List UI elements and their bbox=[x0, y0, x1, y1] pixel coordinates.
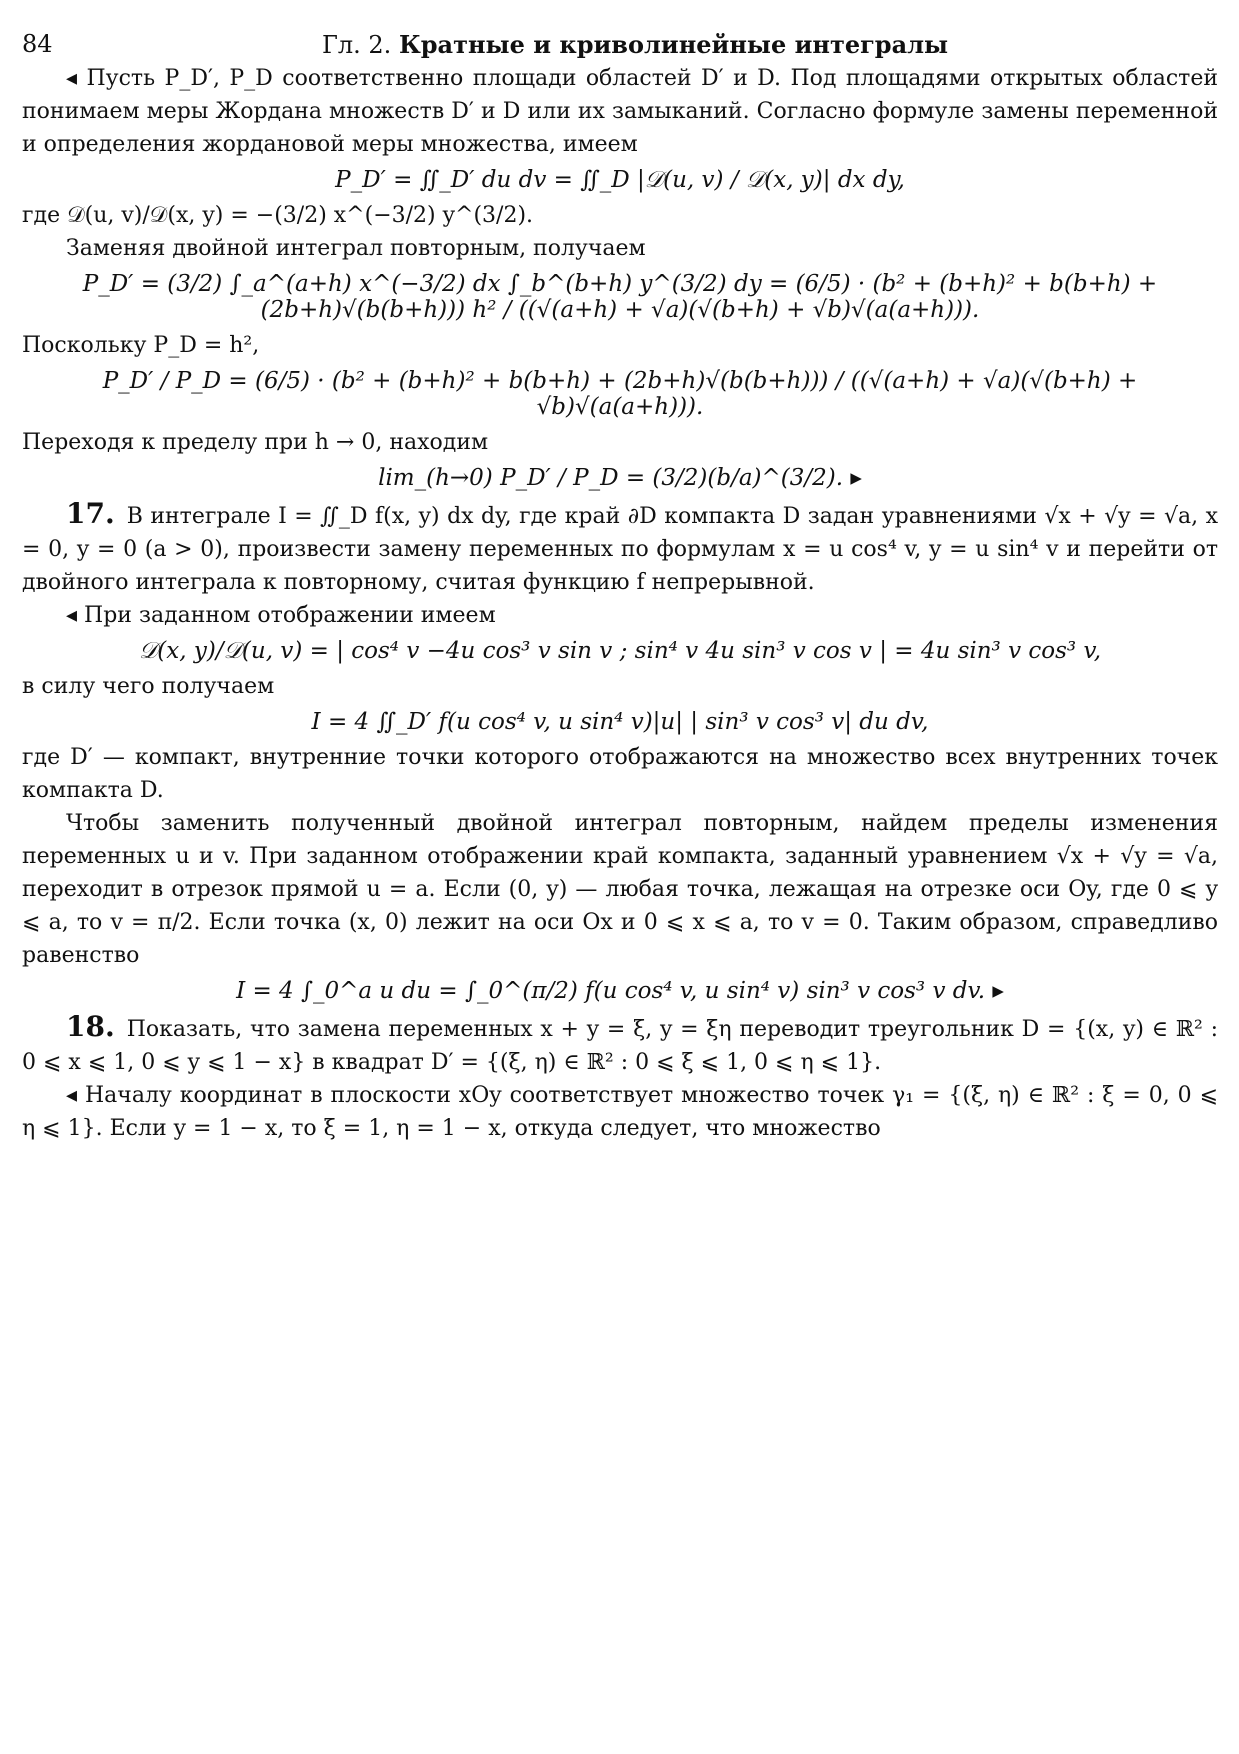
paragraph-2: где 𝒟(u, v)/𝒟(x, y) = −(3/2) x^(−3/2) y^(3/2). bbox=[22, 203, 534, 228]
paragraph-5: Переходя к пределу при h → 0, находим bbox=[22, 430, 489, 455]
formula-6: I = 4 ∬_D′ f(u cos⁴ v, u sin⁴ v)|u| | sin³ v cos³ v| du dv, bbox=[311, 709, 929, 735]
running-header bbox=[22, 22, 1218, 62]
problem-number-18: 18. bbox=[66, 1010, 115, 1043]
chapter-heading bbox=[322, 30, 948, 59]
problem-17 bbox=[22, 497, 1218, 599]
formula-4: lim_(h→0) P_D′ / P_D = (3/2)(b/a)^(3/2). ▸ bbox=[378, 465, 862, 491]
paragraph-1: ◂ Пусть P_D′, P_D соответственно площади областей D′ и D. Под площадями открытых областей понимаем меры Жордана множеств D′ и D или их замыканий. Согласно формуле замены переменной и определения жордановой меры множества, имеем bbox=[22, 66, 1218, 157]
problem-18-text: Показать, что замена переменных x + y = ξ, y = ξη переводит треугольник D = {(x, y) ∈ ℝ² : 0 ⩽ x ⩽ 1, 0 ⩽ y ⩽ 1 − x} в квадрат D′ = {(ξ, η) ∈ ℝ² : 0 ⩽ ξ ⩽ 1, 0 ⩽ η ⩽ 1}. bbox=[22, 1017, 1218, 1075]
page bbox=[22, 22, 1218, 1145]
formula-1: P_D′ = ∬_D′ du dv = ∬_D |𝒟(u, v) / 𝒟(x, y)| dx dy, bbox=[335, 167, 905, 193]
formula-5: 𝒟(x, y)/𝒟(u, v) = | cos⁴ v −4u cos³ v sin v ; sin⁴ v 4u sin³ v cos v | = 4u sin³ v cos³ v, bbox=[138, 638, 1102, 664]
problem-number-17: 17. bbox=[66, 497, 115, 530]
formula-3: P_D′ / P_D = (6/5) · (b² + (b+h)² + b(b+h) + (2b+h)√(b(b+h))) / ((√(a+h) + √a)(√(b+h) + √b)√(a(a+h))). bbox=[102, 368, 1138, 420]
paragraph-4: Поскольку P_D = h², bbox=[22, 333, 260, 358]
chapter-label: Гл. 2. bbox=[322, 31, 392, 59]
paragraph-8: в силу чего получаем bbox=[22, 674, 275, 699]
paragraph-10: Чтобы заменить полученный двойной интеграл повторным, найдем пределы изменения переменных u и v. При заданном отображении край компакта, заданный уравнением √x + √y = √a, переходит в отрезок прямой u = a. Если (0, y) — любая точка, лежащая на отрезке оси Oy, где 0 ⩽ y ⩽ a, то v = π/2. Если точка (x, 0) лежит на оси Ox и 0 ⩽ x ⩽ a, то v = 0. Таким образом, справедливо равенство bbox=[22, 811, 1218, 968]
chapter-title: Кратные и криволинейные интегралы bbox=[398, 30, 949, 59]
paragraph-3: Заменяя двойной интеграл повторным, получаем bbox=[66, 236, 646, 261]
problem-17-text: В интеграле I = ∬_D f(x, y) dx dy, где край ∂D компакта D задан уравнениями √x + √y = √a, x = 0, y = 0 (a > 0), произвести замену переменных по формулам x = u cos⁴ v, y = u sin⁴ v и перейти от двойного интеграла к повторному, считая функцию f непрерывной. bbox=[22, 504, 1218, 595]
problem-18 bbox=[22, 1010, 1218, 1079]
paragraph-9: где D′ — компакт, внутренние точки которого отображаются на множество всех внутренних точек компакта D. bbox=[22, 745, 1218, 803]
formula-7: I = 4 ∫_0^a u du = ∫_0^(π/2) f(u cos⁴ v, u sin⁴ v) sin³ v cos³ v dv. ▸ bbox=[236, 978, 1004, 1004]
paragraph-12: ◂ Началу координат в плоскости xOy соответствует множество точек γ₁ = {(ξ, η) ∈ ℝ² : ξ = 0, 0 ⩽ η ⩽ 1}. Если y = 1 − x, то ξ = 1, η = 1 − x, откуда следует, что множество bbox=[22, 1083, 1218, 1141]
page-number: 84 bbox=[22, 30, 53, 58]
formula-2: P_D′ = (3/2) ∫_a^(a+h) x^(−3/2) dx ∫_b^(b+h) y^(3/2) dy = (6/5) · (b² + (b+h)² + b(b+h) + (2b+h)√(b(b+h))) h² / ((√(a+h) + √a)(√(b+h) + √b)√(a(a+h))). bbox=[82, 271, 1158, 323]
paragraph-7: ◂ При заданном отображении имеем bbox=[66, 603, 496, 628]
